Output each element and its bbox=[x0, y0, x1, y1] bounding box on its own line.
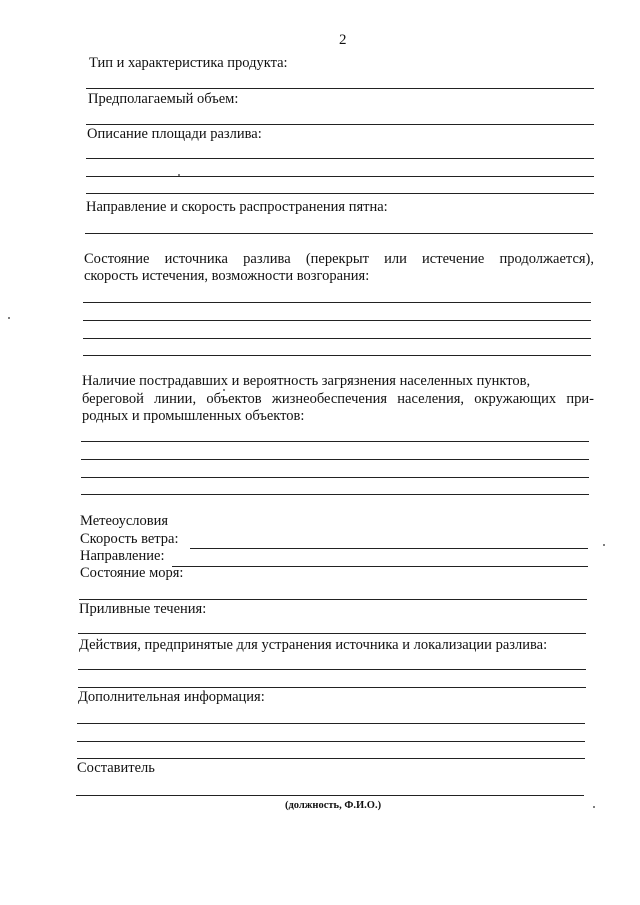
direction-line[interactable] bbox=[172, 566, 588, 567]
actions-line-1[interactable] bbox=[78, 669, 586, 670]
compiler-label: Составитель bbox=[77, 760, 155, 776]
wind-speed-line[interactable] bbox=[190, 548, 588, 549]
victims-label-line-3: родных и промышленных объектов: bbox=[82, 408, 305, 424]
spill-area-line-1[interactable] bbox=[86, 158, 594, 159]
product-type-line[interactable] bbox=[86, 88, 594, 89]
scan-speck bbox=[593, 806, 595, 808]
victims-line-4[interactable] bbox=[81, 494, 589, 495]
spread-label: Направление и скорость распространения пятна: bbox=[86, 199, 388, 215]
source-state-label-line-1: Состояние источника разлива (перекрыт или истечение продолжается), bbox=[84, 251, 594, 267]
direction-label: Направление: bbox=[80, 548, 165, 564]
additional-info-line-3[interactable] bbox=[77, 758, 585, 759]
source-state-line-1[interactable] bbox=[83, 302, 591, 303]
weather-label: Метеоусловия bbox=[80, 513, 169, 529]
victims-label-line-1: Наличие пострадавших и вероятность загрязнения населенных пунктов, bbox=[82, 373, 531, 389]
additional-info-line-1[interactable] bbox=[77, 723, 585, 724]
victims-line-3[interactable] bbox=[81, 477, 589, 478]
source-state-label-line-2: скорость истечения, возможности возгорания: bbox=[84, 268, 370, 284]
tidal-currents-line[interactable] bbox=[78, 633, 586, 634]
tidal-currents-label: Приливные течения: bbox=[79, 601, 207, 617]
wind-speed-label: Скорость ветра: bbox=[80, 531, 179, 547]
scan-speck bbox=[178, 174, 180, 176]
additional-info-label: Дополнительная информация: bbox=[78, 689, 265, 705]
actions-line-2[interactable] bbox=[78, 687, 586, 688]
actions-label: Действия, предпринятые для устранения источника и локализации разлива: bbox=[79, 637, 548, 653]
victims-line-2[interactable] bbox=[81, 459, 589, 460]
signature-caption: (должность, Ф.И.О.) bbox=[285, 800, 382, 811]
sea-state-label: Состояние моря: bbox=[80, 565, 184, 581]
victims-line-1[interactable] bbox=[81, 441, 589, 442]
product-type-label: Тип и характеристика продукта: bbox=[89, 55, 288, 71]
page-number: 2 bbox=[339, 32, 347, 48]
spill-area-line-3[interactable] bbox=[86, 193, 594, 194]
spill-area-line-2[interactable] bbox=[86, 176, 594, 177]
scan-speck bbox=[603, 544, 605, 546]
compiler-signature-line[interactable] bbox=[76, 795, 584, 796]
volume-label: Предполагаемый объем: bbox=[88, 91, 239, 107]
victims-label-line-2: береговой линии, объектов жизнеобеспечения населения, окружающих при- bbox=[82, 391, 594, 407]
source-state-line-4[interactable] bbox=[83, 355, 591, 356]
source-state-line-3[interactable] bbox=[83, 338, 591, 339]
scan-speck bbox=[223, 389, 225, 391]
additional-info-line-2[interactable] bbox=[77, 741, 585, 742]
source-state-line-2[interactable] bbox=[83, 320, 591, 321]
sea-state-line[interactable] bbox=[79, 599, 587, 600]
spread-line[interactable] bbox=[85, 233, 593, 234]
volume-line[interactable] bbox=[86, 124, 594, 125]
spill-area-label: Описание площади разлива: bbox=[87, 126, 262, 142]
scan-speck bbox=[8, 317, 10, 319]
